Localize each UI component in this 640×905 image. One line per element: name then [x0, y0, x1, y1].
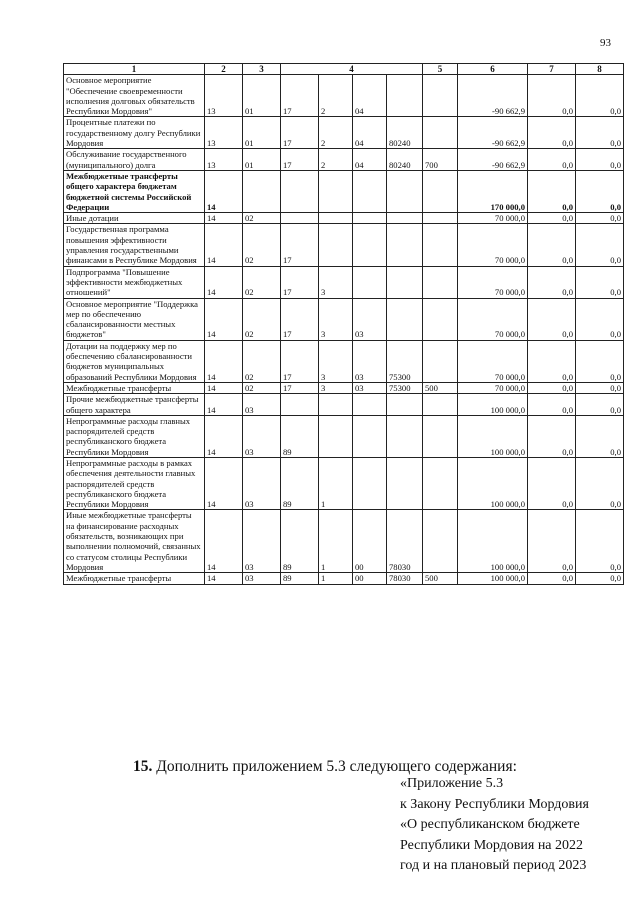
row-name-cell: Основное мероприятие "Обеспечение своевременности исполнения долговых обязательств Республики Мордовия": [64, 75, 205, 117]
expense-type-cell: [423, 457, 458, 509]
amount-2024-cell: 0,0: [576, 340, 624, 382]
subsection-code-cell: 03: [243, 573, 281, 584]
amount-2023-cell: 0,0: [528, 117, 576, 149]
row-name-cell: Прочие межбюджетные трансферты общего характера: [64, 394, 205, 416]
subprogram-code-cell: 2: [319, 75, 353, 117]
row-name-cell: Непрограммные расходы главных распорядителей средств республиканского бюджета Республики Мордовия: [64, 415, 205, 457]
amount-2022-cell: 70 000,0: [458, 266, 528, 298]
row-name-cell: Межбюджетные трансферты общего характера бюджетам бюджетной системы Российской Федерации: [64, 170, 205, 212]
direction-code-cell: 75300: [387, 382, 423, 393]
program-code-cell: 17: [281, 149, 319, 171]
subsection-code-cell: 02: [243, 266, 281, 298]
direction-code-cell: 78030: [387, 510, 423, 573]
amount-2024-cell: 0,0: [576, 224, 624, 266]
direction-code-cell: 75300: [387, 340, 423, 382]
amount-2022-cell: 100 000,0: [458, 573, 528, 584]
amount-2022-cell: -90 662,9: [458, 149, 528, 171]
amount-2024-cell: 0,0: [576, 298, 624, 340]
program-code-cell: 89: [281, 510, 319, 573]
amount-2024-cell: 0,0: [576, 457, 624, 509]
column-header: 2: [205, 64, 243, 75]
subprogram-code-cell: [319, 394, 353, 416]
table-row: [64, 266, 624, 298]
activity-code-cell: [353, 170, 387, 212]
row-name-cell: Процентные платежи по государственному долгу Республики Мордовия: [64, 117, 205, 149]
table-row: [64, 510, 624, 573]
subsection-code-cell: 03: [243, 415, 281, 457]
amount-2022-cell: 170 000,0: [458, 170, 528, 212]
amount-2022-cell: 100 000,0: [458, 415, 528, 457]
activity-code-cell: 00: [353, 510, 387, 573]
amount-2022-cell: 70 000,0: [458, 224, 528, 266]
amount-2022-cell: -90 662,9: [458, 75, 528, 117]
program-code-cell: [281, 394, 319, 416]
expense-type-cell: [423, 394, 458, 416]
appendix-line: год и на плановый период 2023: [400, 858, 587, 873]
direction-code-cell: [387, 266, 423, 298]
program-code-cell: 89: [281, 457, 319, 509]
amount-2024-cell: 0,0: [576, 149, 624, 171]
program-code-cell: 17: [281, 117, 319, 149]
section-code-cell: 14: [205, 170, 243, 212]
subsection-code-cell: 01: [243, 117, 281, 149]
appendix-line: «О республиканском бюджете: [400, 817, 580, 832]
table-row: [64, 170, 624, 212]
amount-2024-cell: 0,0: [576, 382, 624, 393]
direction-code-cell: [387, 298, 423, 340]
section-code-cell: 14: [205, 224, 243, 266]
amount-2022-cell: 100 000,0: [458, 457, 528, 509]
section-code-cell: 14: [205, 266, 243, 298]
section-code-cell: 13: [205, 149, 243, 171]
amount-2023-cell: 0,0: [528, 213, 576, 224]
column-header: 3: [243, 64, 281, 75]
table-row: [64, 573, 624, 584]
amount-2022-cell: 70 000,0: [458, 340, 528, 382]
subprogram-code-cell: 3: [319, 266, 353, 298]
subprogram-code-cell: [319, 170, 353, 212]
amount-2023-cell: 0,0: [528, 149, 576, 171]
activity-code-cell: [353, 415, 387, 457]
subsection-code-cell: 03: [243, 394, 281, 416]
subsection-code-cell: 02: [243, 298, 281, 340]
subprogram-code-cell: 2: [319, 149, 353, 171]
subsection-code-cell: 01: [243, 149, 281, 171]
table-row: [64, 382, 624, 393]
direction-code-cell: [387, 170, 423, 212]
amount-2024-cell: 0,0: [576, 510, 624, 573]
table-row: [64, 149, 624, 171]
amount-2022-cell: 100 000,0: [458, 394, 528, 416]
activity-code-cell: 04: [353, 75, 387, 117]
subprogram-code-cell: 3: [319, 340, 353, 382]
row-name-cell: Иные межбюджетные трансферты на финансирование расходных обязательств, возникающих при выполнении полномочий, связанных со статусом столицы Республики Мордовия: [64, 510, 205, 573]
expense-type-cell: 700: [423, 149, 458, 171]
amount-2023-cell: 0,0: [528, 266, 576, 298]
subprogram-code-cell: 1: [319, 457, 353, 509]
activity-code-cell: [353, 457, 387, 509]
program-code-cell: 17: [281, 75, 319, 117]
activity-code-cell: [353, 266, 387, 298]
column-header: 6: [458, 64, 528, 75]
appendix-line: Республики Мордовия на 2022: [400, 837, 584, 853]
subsection-code-cell: [243, 170, 281, 212]
expense-type-cell: [423, 117, 458, 149]
program-code-cell: 89: [281, 573, 319, 584]
amount-2022-cell: 70 000,0: [458, 298, 528, 340]
amount-2024-cell: 0,0: [576, 170, 624, 212]
expense-type-cell: [423, 224, 458, 266]
subprogram-code-cell: [319, 415, 353, 457]
row-name-cell: Основное мероприятие "Поддержка мер по обеспечению сбалансированности местных бюджетов": [64, 298, 205, 340]
section-code-cell: 14: [205, 573, 243, 584]
row-name-cell: Межбюджетные трансферты: [64, 573, 205, 584]
direction-code-cell: [387, 457, 423, 509]
amount-2024-cell: 0,0: [576, 117, 624, 149]
amount-2024-cell: 0,0: [576, 394, 624, 416]
expense-type-cell: 500: [423, 382, 458, 393]
amount-2024-cell: 0,0: [576, 415, 624, 457]
table-row: [64, 298, 624, 340]
amount-2023-cell: 0,0: [528, 224, 576, 266]
subprogram-code-cell: 3: [319, 298, 353, 340]
appendix-line: к Закону Республики Мордовия: [400, 796, 589, 812]
activity-code-cell: 00: [353, 573, 387, 584]
program-code-cell: 17: [281, 340, 319, 382]
amount-2022-cell: -90 662,9: [458, 117, 528, 149]
section-code-cell: 14: [205, 382, 243, 393]
expense-type-cell: 500: [423, 573, 458, 584]
expense-type-cell: [423, 213, 458, 224]
row-name-cell: Обслуживание государственного (муниципального) долга: [64, 149, 205, 171]
subprogram-code-cell: 3: [319, 382, 353, 393]
amount-2022-cell: 70 000,0: [458, 213, 528, 224]
amount-2023-cell: 0,0: [528, 394, 576, 416]
direction-code-cell: [387, 415, 423, 457]
subsection-code-cell: 02: [243, 224, 281, 266]
activity-code-cell: 03: [353, 382, 387, 393]
program-code-cell: 17: [281, 382, 319, 393]
section-code-cell: 14: [205, 457, 243, 509]
table-row: [64, 394, 624, 416]
amount-2024-cell: 0,0: [576, 213, 624, 224]
amount-2023-cell: 0,0: [528, 170, 576, 212]
activity-code-cell: 04: [353, 117, 387, 149]
expense-type-cell: [423, 170, 458, 212]
amount-2023-cell: 0,0: [528, 298, 576, 340]
activity-code-cell: [353, 213, 387, 224]
subsection-code-cell: 02: [243, 213, 281, 224]
amount-2022-cell: 100 000,0: [458, 510, 528, 573]
row-name-cell: Межбюджетные трансферты: [64, 382, 205, 393]
expense-type-cell: [423, 415, 458, 457]
row-name-cell: Государственная программа повышения эффективности управления государственными финансами в Республике Мордовия: [64, 224, 205, 266]
activity-code-cell: 03: [353, 298, 387, 340]
direction-code-cell: 80240: [387, 149, 423, 171]
direction-code-cell: [387, 224, 423, 266]
section-code-cell: 13: [205, 117, 243, 149]
table-row: [64, 213, 624, 224]
amount-2022-cell: 70 000,0: [458, 382, 528, 393]
row-name-cell: Подпрограмма "Повышение эффективности межбюджетных отношений": [64, 266, 205, 298]
subsection-code-cell: 03: [243, 510, 281, 573]
section-code-cell: 14: [205, 510, 243, 573]
table-row: [64, 340, 624, 382]
amount-2023-cell: 0,0: [528, 75, 576, 117]
table-row: [64, 415, 624, 457]
expense-type-cell: [423, 298, 458, 340]
section-text: Дополнить приложением 5.3 следующего содержания:: [152, 758, 517, 775]
direction-code-cell: 78030: [387, 573, 423, 584]
table-header-row: [64, 64, 624, 75]
program-code-cell: 17: [281, 224, 319, 266]
section-code-cell: 14: [205, 213, 243, 224]
column-header: 4: [281, 64, 423, 75]
subprogram-code-cell: [319, 213, 353, 224]
direction-code-cell: [387, 394, 423, 416]
direction-code-cell: [387, 213, 423, 224]
subsection-code-cell: 01: [243, 75, 281, 117]
subprogram-code-cell: [319, 224, 353, 266]
table-row: [64, 224, 624, 266]
section-code-cell: 13: [205, 75, 243, 117]
activity-code-cell: 03: [353, 340, 387, 382]
amount-2024-cell: 0,0: [576, 573, 624, 584]
section-number: 15.: [133, 758, 153, 775]
appendix-reference: [400, 774, 589, 877]
table-row: [64, 117, 624, 149]
activity-code-cell: [353, 224, 387, 266]
column-header: 1: [64, 64, 205, 75]
subprogram-code-cell: 2: [319, 117, 353, 149]
section-code-cell: 14: [205, 394, 243, 416]
activity-code-cell: 04: [353, 149, 387, 171]
section-code-cell: 14: [205, 340, 243, 382]
subprogram-code-cell: 1: [319, 510, 353, 573]
expense-type-cell: [423, 340, 458, 382]
amount-2023-cell: 0,0: [528, 457, 576, 509]
row-name-cell: Дотации на поддержку мер по обеспечению сбалансированности бюджетов муниципальных образований Республики Мордовия: [64, 340, 205, 382]
amount-2023-cell: 0,0: [528, 510, 576, 573]
amount-2023-cell: 0,0: [528, 415, 576, 457]
program-code-cell: 17: [281, 266, 319, 298]
subsection-code-cell: 02: [243, 340, 281, 382]
column-header: 5: [423, 64, 458, 75]
amount-2024-cell: 0,0: [576, 75, 624, 117]
row-name-cell: Непрограммные расходы в рамках обеспечения деятельности главных распорядителей средств республиканского бюджета Республики Мордовия: [64, 457, 205, 509]
column-header: 7: [528, 64, 576, 75]
subsection-code-cell: 03: [243, 457, 281, 509]
subsection-code-cell: 02: [243, 382, 281, 393]
program-code-cell: 89: [281, 415, 319, 457]
amount-2023-cell: 0,0: [528, 382, 576, 393]
subprogram-code-cell: 1: [319, 573, 353, 584]
column-header: 8: [576, 64, 624, 75]
direction-code-cell: [387, 75, 423, 117]
expense-type-cell: [423, 266, 458, 298]
row-name-cell: Иные дотации: [64, 213, 205, 224]
appendix-line: «Приложение 5.3: [400, 776, 504, 791]
program-code-cell: 17: [281, 298, 319, 340]
section-code-cell: 14: [205, 298, 243, 340]
table-row: [64, 457, 624, 509]
expense-type-cell: [423, 510, 458, 573]
amount-2023-cell: 0,0: [528, 573, 576, 584]
table-row: [64, 75, 624, 117]
expense-type-cell: [423, 75, 458, 117]
section-code-cell: 14: [205, 415, 243, 457]
budget-table: [63, 63, 624, 585]
page-number: 93: [600, 37, 611, 49]
program-code-cell: [281, 213, 319, 224]
activity-code-cell: [353, 394, 387, 416]
amount-2024-cell: 0,0: [576, 266, 624, 298]
program-code-cell: [281, 170, 319, 212]
direction-code-cell: 80240: [387, 117, 423, 149]
table-body: [64, 75, 624, 584]
amount-2023-cell: 0,0: [528, 340, 576, 382]
